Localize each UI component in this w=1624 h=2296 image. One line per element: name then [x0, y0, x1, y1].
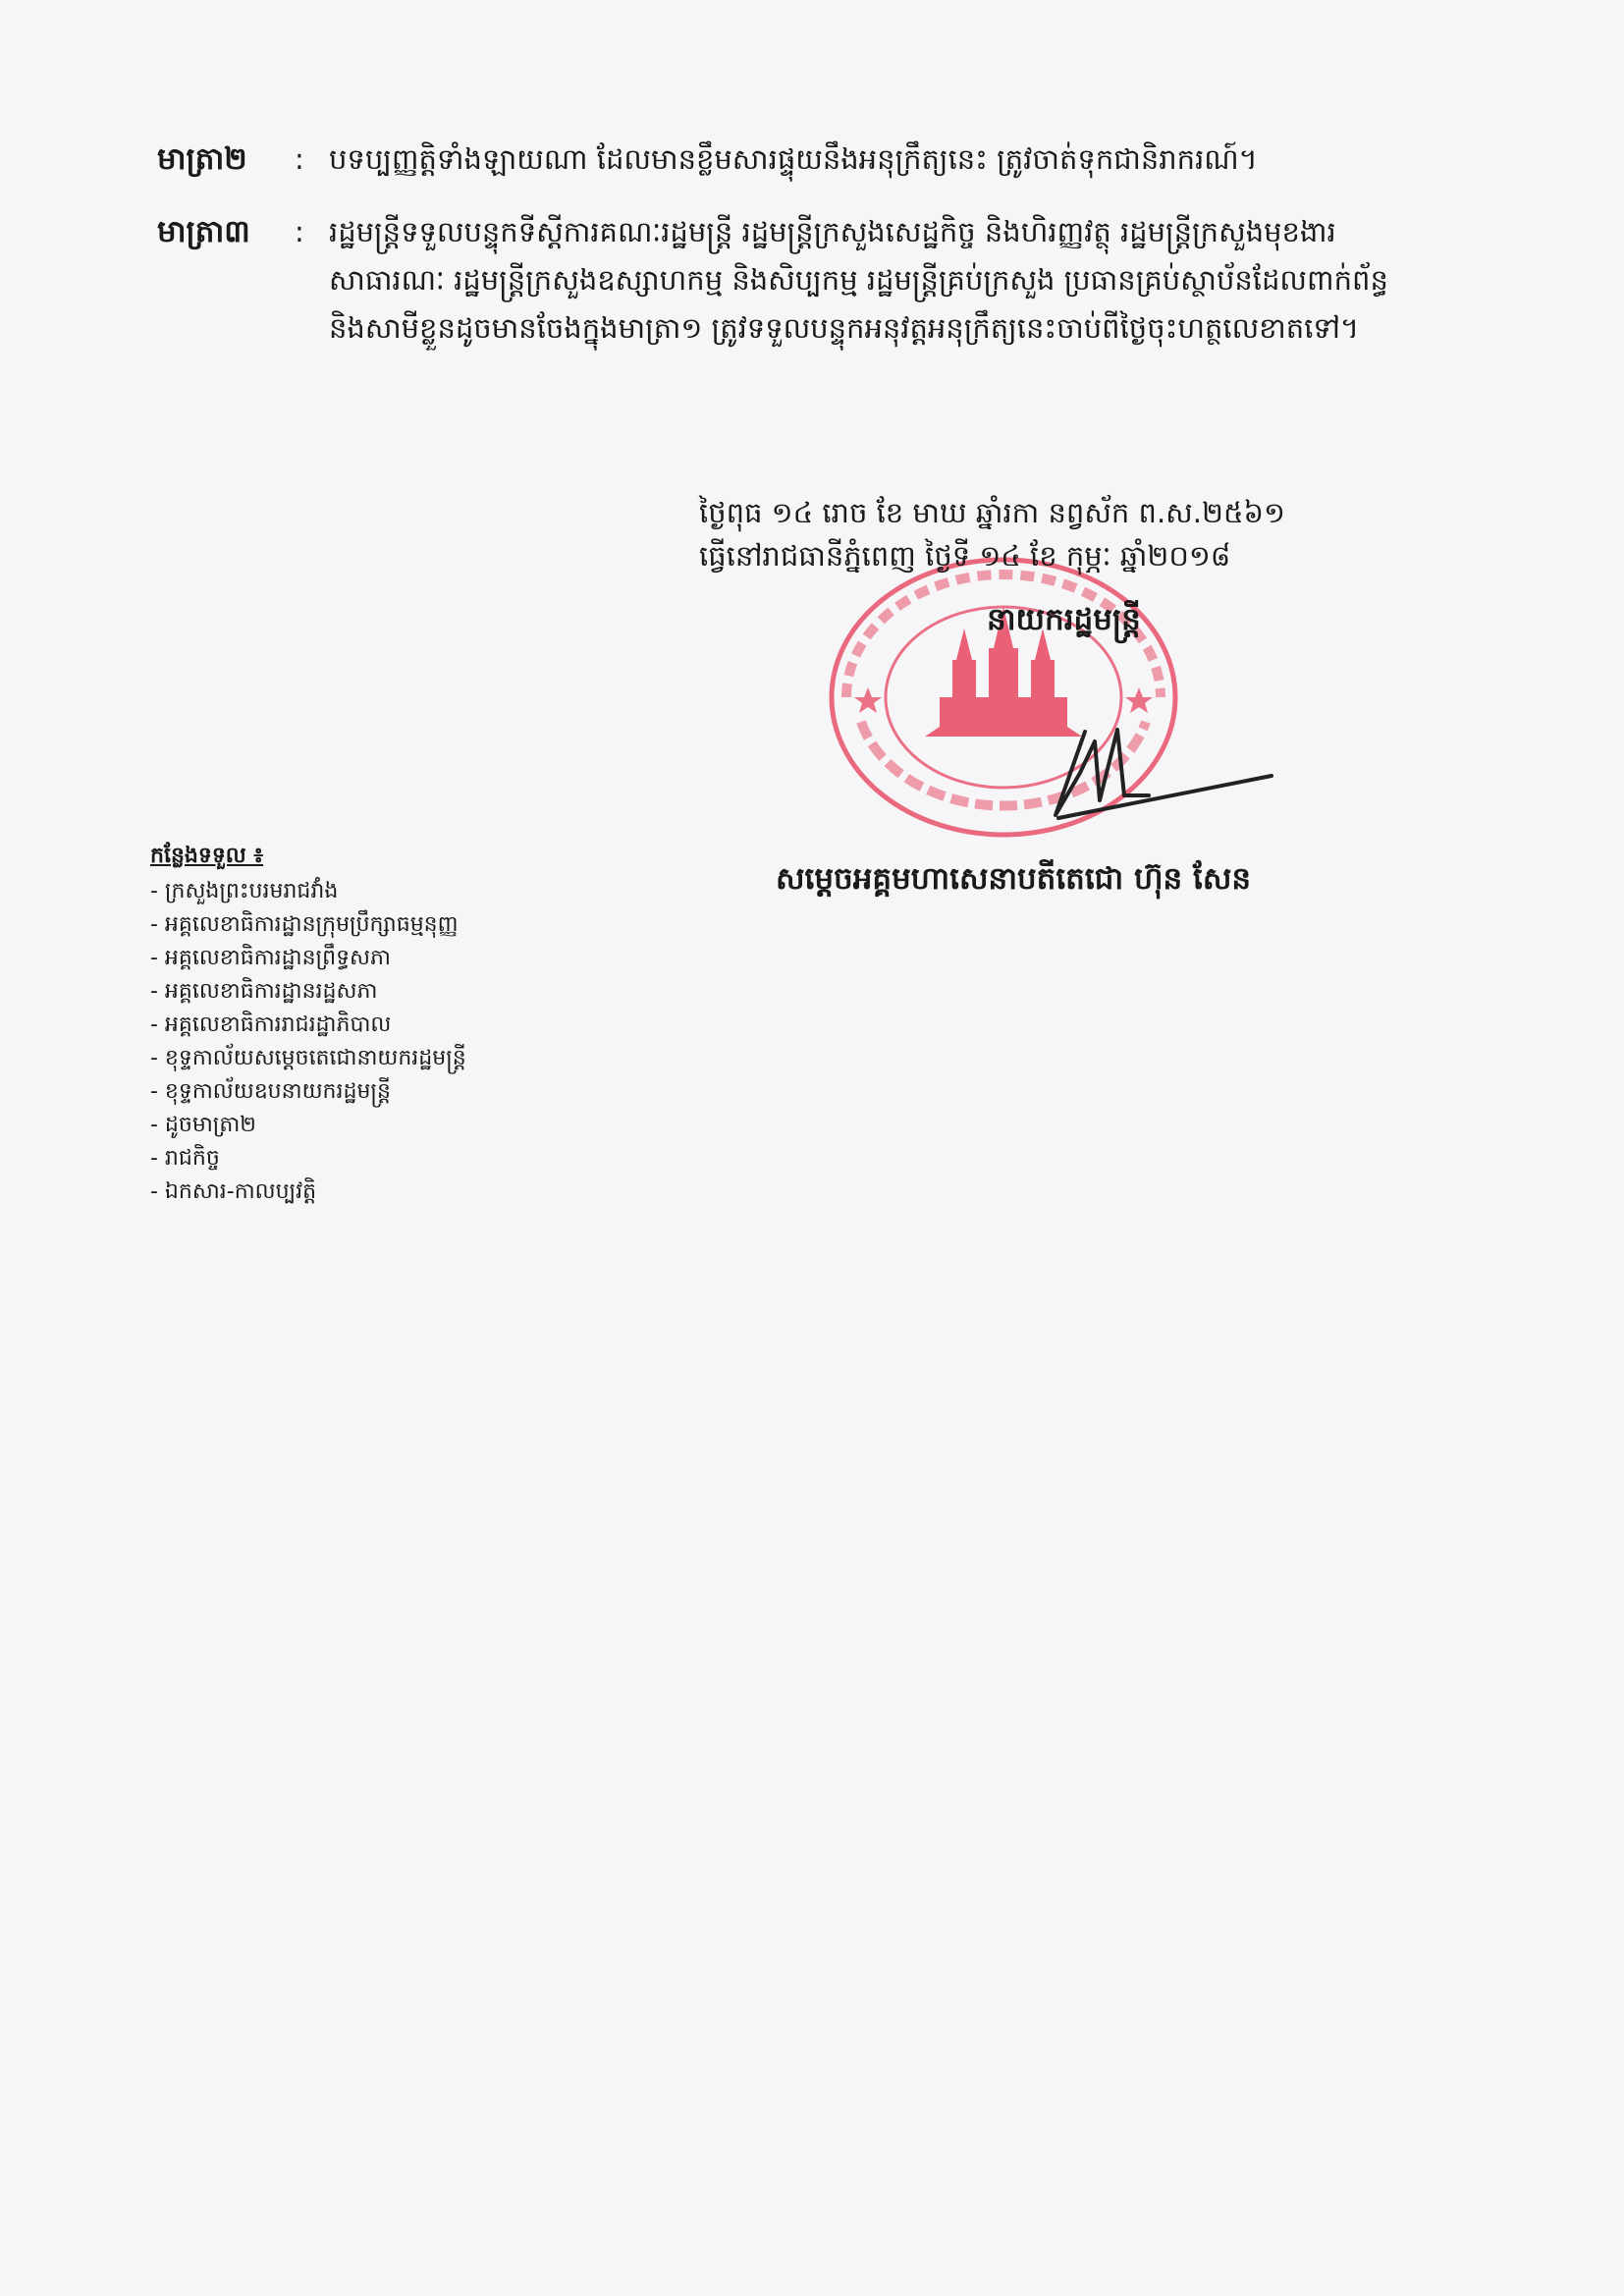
- list-item: - អគ្គលេខាធិការរាជរដ្ឋាភិបាល: [150, 1012, 392, 1037]
- solar-date-place: ធ្វើនៅរាជធានីភ្នំពេញ ថ្ងៃទី ១៤ ខែ កុម្ភៈ ឆ្នាំ២០១៨: [699, 539, 1231, 573]
- article-3-body: [329, 208, 1488, 353]
- recipients-heading: កន្លែងទទួល ៖: [150, 844, 264, 868]
- signatory-title: នាយករដ្ឋមន្ត្រី: [987, 602, 1141, 637]
- article-3-line: និងសាមីខ្លួនដូចមានចែងក្នុងមាត្រា១ ត្រូវទទួលបន្ទុកអនុវត្តអនុក្រឹត្យនេះចាប់ពីថ្ងៃចុះហត្ថលេខាតទៅ។: [329, 311, 1360, 345]
- article-3-line: សាធារណៈ រដ្ឋមន្ត្រីក្រសួងឧស្សាហកម្ម និងសិប្បកម្ម រដ្ឋមន្ត្រីគ្រប់ក្រសួង ប្រធានគ្រប់ស្ថាប័នដែលពាក់ព័ន្ធ: [329, 263, 1388, 297]
- list-item: - រាជកិច្ច: [150, 1146, 220, 1171]
- list-item: - ឯកសារ-កាលប្បវត្តិ: [150, 1179, 317, 1204]
- article-3-line: រដ្ឋមន្ត្រីទទួលបន្ទុកទីស្តីការគណៈរដ្ឋមន្ត្រី រដ្ឋមន្ត្រីក្រសួងសេដ្ឋកិច្ច និងហិរញ្ញវត្ថុ រដ្ឋមន្ត្រីក្រសួងមុខងារ: [329, 215, 1336, 248]
- list-item: - ដូចមាត្រា២: [150, 1113, 256, 1137]
- list-item: - អគ្គលេខាធិការដ្ឋានក្រុមប្រឹក្សាធម្មនុញ្ញ: [150, 912, 459, 937]
- article-3: [157, 208, 1492, 355]
- list-item: - ក្រសួងព្រះបរមរាជវាំង: [150, 879, 339, 903]
- date-block: [699, 491, 1504, 577]
- list-item: - ខុទ្ទកាល័យឧបនាយករដ្ឋមន្ត្រី: [150, 1079, 391, 1104]
- article-3-colon: :: [295, 215, 304, 248]
- article-3-label: មាត្រា៣: [157, 214, 250, 249]
- article-2-colon: :: [295, 142, 304, 176]
- recipients-items: [150, 875, 466, 1209]
- article-2-body: [329, 136, 1488, 184]
- signature: [1041, 702, 1286, 830]
- list-item: - ខុទ្ទកាល័យសម្តេចតេជោនាយករដ្ឋមន្ត្រី: [150, 1046, 466, 1070]
- list-item: - អគ្គលេខាធិការដ្ឋានរដ្ឋសភា: [150, 979, 378, 1004]
- article-2-label: មាត្រា២: [157, 141, 247, 177]
- recipients-list: [150, 840, 466, 1209]
- article-2-line: បទប្បញ្ញត្តិទាំងឡាយណា ដែលមានខ្លឹមសារផ្ទុយនឹងអនុក្រឹត្យនេះ ត្រូវចាត់ទុកជានិរាករណ៍។: [329, 142, 1258, 176]
- lunar-date: ថ្ងៃពុធ ១៤ រោច ខែ មាឃ ឆ្នាំរកា នព្វស័ក ព.ស.២៥៦១: [699, 496, 1285, 529]
- list-item: - អគ្គលេខាធិការដ្ឋានព្រឹទ្ធសភា: [150, 946, 391, 970]
- article-2: [157, 136, 1492, 185]
- signatory-name: សម្តេចអគ្គមហាសេនាបតីតេជោ ហ៊ុន សែន: [776, 861, 1252, 897]
